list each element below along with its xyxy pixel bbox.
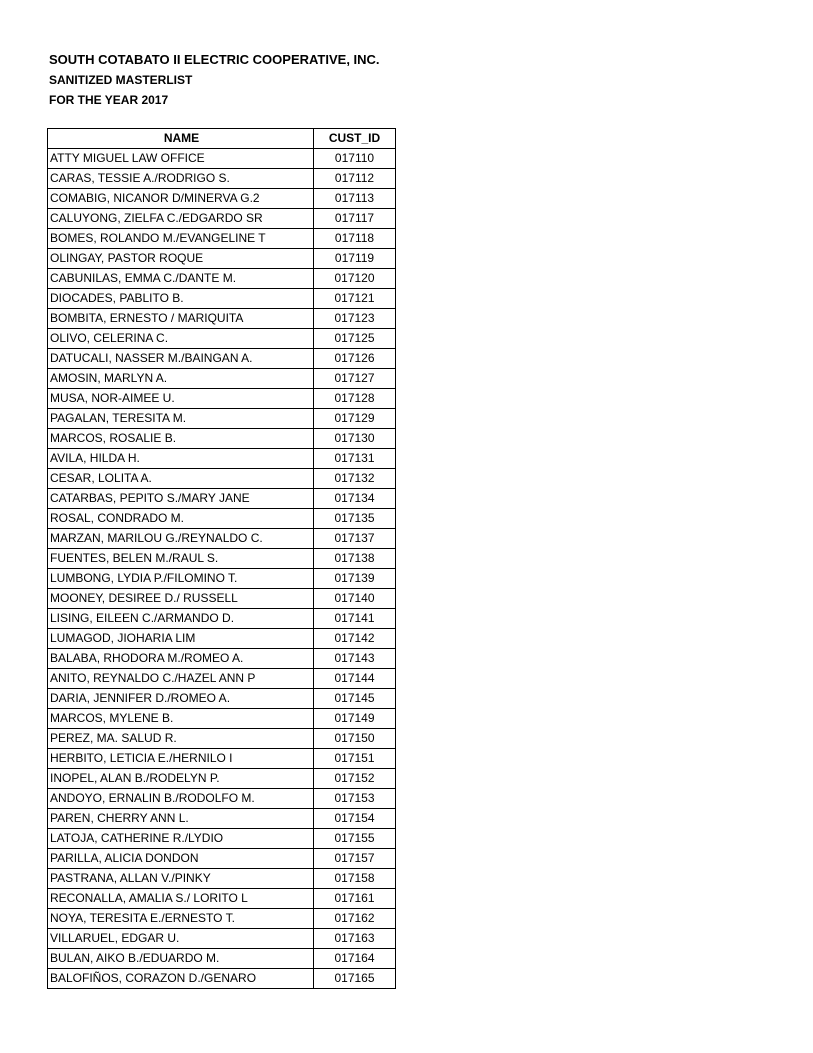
customer-name-cell: LISING, EILEEN C./ARMANDO D. — [48, 609, 314, 629]
table-body — [48, 149, 396, 989]
customer-id-cell: 017154 — [314, 809, 396, 829]
table-row — [48, 949, 396, 969]
customer-name-cell: PAREN, CHERRY ANN L. — [48, 809, 314, 829]
masterlist-table — [47, 128, 396, 989]
customer-name-cell: LUMAGOD, JIOHARIA LIM — [48, 629, 314, 649]
table-row — [48, 709, 396, 729]
customer-id-cell: 017117 — [314, 209, 396, 229]
customer-name-cell: AMOSIN, MARLYN A. — [48, 369, 314, 389]
document-subtitle: SANITIZED MASTERLIST — [49, 73, 193, 87]
customer-id-cell: 017142 — [314, 629, 396, 649]
customer-name-cell: PAGALAN, TERESITA M. — [48, 409, 314, 429]
customer-id-cell: 017163 — [314, 929, 396, 949]
customer-id-cell: 017125 — [314, 329, 396, 349]
customer-id-cell: 017165 — [314, 969, 396, 989]
customer-name-cell: BULAN, AIKO B./EDUARDO M. — [48, 949, 314, 969]
customer-name-cell: INOPEL, ALAN B./RODELYN P. — [48, 769, 314, 789]
table-row — [48, 749, 396, 769]
company-title: SOUTH COTABATO II ELECTRIC COOPERATIVE, INC. — [49, 52, 380, 67]
table-row — [48, 409, 396, 429]
column-header-name: NAME — [48, 129, 314, 149]
customer-name-cell: MARCOS, MYLENE B. — [48, 709, 314, 729]
customer-name-cell: MOONEY, DESIREE D./ RUSSELL — [48, 589, 314, 609]
customer-id-cell: 017137 — [314, 529, 396, 549]
customer-name-cell: NOYA, TERESITA E./ERNESTO T. — [48, 909, 314, 929]
customer-id-cell: 017152 — [314, 769, 396, 789]
table-row — [48, 249, 396, 269]
table-row — [48, 209, 396, 229]
table-row — [48, 809, 396, 829]
table-row — [48, 689, 396, 709]
table-row — [48, 189, 396, 209]
customer-id-cell: 017128 — [314, 389, 396, 409]
table-row — [48, 489, 396, 509]
table-row — [48, 769, 396, 789]
table-row — [48, 389, 396, 409]
customer-id-cell: 017141 — [314, 609, 396, 629]
table-row — [48, 349, 396, 369]
table-row — [48, 929, 396, 949]
customer-name-cell: FUENTES, BELEN M./RAUL S. — [48, 549, 314, 569]
customer-id-cell: 017127 — [314, 369, 396, 389]
table-row — [48, 669, 396, 689]
table-row — [48, 909, 396, 929]
customer-name-cell: MARZAN, MARILOU G./REYNALDO C. — [48, 529, 314, 549]
customer-name-cell: CATARBAS, PEPITO S./MARY JANE — [48, 489, 314, 509]
customer-name-cell: LUMBONG, LYDIA P./FILOMINO T. — [48, 569, 314, 589]
customer-name-cell: PARILLA, ALICIA DONDON — [48, 849, 314, 869]
customer-id-cell: 017157 — [314, 849, 396, 869]
table-row — [48, 829, 396, 849]
customer-name-cell: BALOFIÑOS, CORAZON D./GENARO — [48, 969, 314, 989]
table-row — [48, 229, 396, 249]
customer-name-cell: CARAS, TESSIE A./RODRIGO S. — [48, 169, 314, 189]
table-row — [48, 309, 396, 329]
customer-id-cell: 017145 — [314, 689, 396, 709]
table-row — [48, 469, 396, 489]
customer-name-cell: PASTRANA, ALLAN V./PINKY — [48, 869, 314, 889]
customer-id-cell: 017139 — [314, 569, 396, 589]
table-row — [48, 569, 396, 589]
customer-name-cell: CESAR, LOLITA A. — [48, 469, 314, 489]
table-row — [48, 149, 396, 169]
document-header — [49, 50, 380, 110]
column-header-cust-id: CUST_ID — [314, 129, 396, 149]
customer-name-cell: PEREZ, MA. SALUD R. — [48, 729, 314, 749]
customer-id-cell: 017149 — [314, 709, 396, 729]
table-row — [48, 849, 396, 869]
customer-name-cell: ATTY MIGUEL LAW OFFICE — [48, 149, 314, 169]
table-row — [48, 549, 396, 569]
customer-name-cell: ANDOYO, ERNALIN B./RODOLFO M. — [48, 789, 314, 809]
customer-id-cell: 017162 — [314, 909, 396, 929]
table-row — [48, 429, 396, 449]
customer-name-cell: CABUNILAS, EMMA C./DANTE M. — [48, 269, 314, 289]
customer-name-cell: BALABA, RHODORA M./ROMEO A. — [48, 649, 314, 669]
table-row — [48, 789, 396, 809]
customer-name-cell: DIOCADES, PABLITO B. — [48, 289, 314, 309]
table-row — [48, 889, 396, 909]
customer-id-cell: 017138 — [314, 549, 396, 569]
customer-id-cell: 017150 — [314, 729, 396, 749]
table-row — [48, 529, 396, 549]
customer-name-cell: BOMES, ROLANDO M./EVANGELINE T — [48, 229, 314, 249]
customer-name-cell: DATUCALI, NASSER M./BAINGAN A. — [48, 349, 314, 369]
customer-name-cell: OLINGAY, PASTOR ROQUE — [48, 249, 314, 269]
customer-id-cell: 017113 — [314, 189, 396, 209]
table-row — [48, 169, 396, 189]
table-row — [48, 509, 396, 529]
table-row — [48, 329, 396, 349]
customer-id-cell: 017118 — [314, 229, 396, 249]
customer-name-cell: AVILA, HILDA H. — [48, 449, 314, 469]
customer-id-cell: 017126 — [314, 349, 396, 369]
customer-name-cell: ANITO, REYNALDO C./HAZEL ANN P — [48, 669, 314, 689]
customer-name-cell: VILLARUEL, EDGAR U. — [48, 929, 314, 949]
customer-id-cell: 017135 — [314, 509, 396, 529]
customer-id-cell: 017129 — [314, 409, 396, 429]
customer-id-cell: 017155 — [314, 829, 396, 849]
customer-name-cell: ROSAL, CONDRADO M. — [48, 509, 314, 529]
customer-name-cell: CALUYONG, ZIELFA C./EDGARDO SR — [48, 209, 314, 229]
table-row — [48, 969, 396, 989]
customer-name-cell: COMABIG, NICANOR D/MINERVA G.2 — [48, 189, 314, 209]
customer-id-cell: 017112 — [314, 169, 396, 189]
table-row — [48, 369, 396, 389]
customer-id-cell: 017144 — [314, 669, 396, 689]
customer-id-cell: 017164 — [314, 949, 396, 969]
customer-id-cell: 017132 — [314, 469, 396, 489]
table-row — [48, 609, 396, 629]
customer-id-cell: 017153 — [314, 789, 396, 809]
customer-id-cell: 017121 — [314, 289, 396, 309]
customer-id-cell: 017123 — [314, 309, 396, 329]
table-row — [48, 289, 396, 309]
table-header-row — [48, 129, 396, 149]
customer-id-cell: 017131 — [314, 449, 396, 469]
table-row — [48, 449, 396, 469]
customer-name-cell: BOMBITA, ERNESTO / MARIQUITA — [48, 309, 314, 329]
customer-id-cell: 017140 — [314, 589, 396, 609]
customer-id-cell: 017161 — [314, 889, 396, 909]
customer-name-cell: HERBITO, LETICIA E./HERNILO I — [48, 749, 314, 769]
table-row — [48, 649, 396, 669]
customer-name-cell: LATOJA, CATHERINE R./LYDIO — [48, 829, 314, 849]
customer-name-cell: DARIA, JENNIFER D./ROMEO A. — [48, 689, 314, 709]
customer-id-cell: 017119 — [314, 249, 396, 269]
customer-id-cell: 017120 — [314, 269, 396, 289]
customer-name-cell: MARCOS, ROSALIE B. — [48, 429, 314, 449]
customer-id-cell: 017151 — [314, 749, 396, 769]
customer-id-cell: 017134 — [314, 489, 396, 509]
customer-id-cell: 017110 — [314, 149, 396, 169]
table-row — [48, 729, 396, 749]
customer-name-cell: OLIVO, CELERINA C. — [48, 329, 314, 349]
table-row — [48, 629, 396, 649]
customer-name-cell: MUSA, NOR-AIMEE U. — [48, 389, 314, 409]
customer-id-cell: 017158 — [314, 869, 396, 889]
table-row — [48, 869, 396, 889]
customer-name-cell: RECONALLA, AMALIA S./ LORITO L — [48, 889, 314, 909]
customer-id-cell: 017130 — [314, 429, 396, 449]
year-line: FOR THE YEAR 2017 — [49, 93, 169, 107]
customer-id-cell: 017143 — [314, 649, 396, 669]
table-row — [48, 269, 396, 289]
table-row — [48, 589, 396, 609]
